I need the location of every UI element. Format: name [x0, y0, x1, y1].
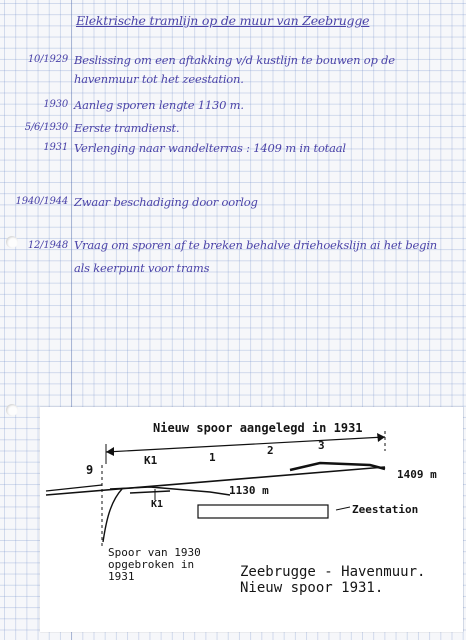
- clipping-header: Nieuw spoor aangelegd in 1931: [153, 421, 363, 435]
- removed-line: 1931: [108, 570, 135, 583]
- entry-date: 10/1929: [27, 54, 68, 65]
- entry-text: Beslissing om een aftakking v/d kustlijn te bouwen op de: [74, 53, 395, 67]
- entry-text: Vraag om sporen af te breken behalve driehoekslijn ai het begin: [74, 238, 438, 252]
- removed-line: opgebroken in: [108, 558, 195, 571]
- label-k1-top: K1: [144, 454, 158, 467]
- entry-date: 1940/1944: [15, 196, 68, 207]
- label-1130m: 1130 m: [229, 484, 269, 497]
- entry-text: Eerste tramdienst.: [74, 121, 180, 135]
- entry-text: Zwaar beschadiging door oorlog: [74, 195, 258, 209]
- track-diagram: [40, 407, 463, 632]
- label-one: 1: [209, 451, 216, 464]
- entry-text: Verlenging naar wandelterras : 1409 m in totaal: [74, 141, 346, 155]
- caption-line: Nieuw spoor 1931.: [240, 580, 384, 596]
- removed-track-note: [108, 547, 201, 583]
- entry-date: 5/6/1930: [24, 122, 68, 133]
- punch-hole: [6, 404, 18, 416]
- label-two: 2: [267, 444, 274, 457]
- entry-text: als keerpunt voor trams: [74, 261, 210, 275]
- entry-date: 1930: [43, 99, 68, 110]
- label-nine: 9: [86, 463, 94, 477]
- entry-date: 12/1948: [27, 240, 68, 251]
- removed-line: Spoor van 1930: [108, 546, 201, 559]
- label-1409m: 1409 m: [397, 468, 437, 481]
- label-three: 3: [318, 439, 325, 452]
- entry-date: 1931: [43, 142, 68, 153]
- page-title: Elektrische tramlijn op de muur van Zeebrugge: [76, 13, 370, 28]
- caption-line: Zeebrugge - Havenmuur.: [240, 564, 426, 580]
- clipping-caption: [240, 564, 425, 596]
- label-k1-bottom: K1: [151, 499, 164, 510]
- entry-text: Aanleg sporen lengte 1130 m.: [74, 98, 244, 112]
- track-map-clipping: [40, 407, 463, 632]
- entry-text: havenmuur tot het zeestation.: [74, 72, 244, 86]
- label-zeestation: Zeestation: [352, 503, 419, 516]
